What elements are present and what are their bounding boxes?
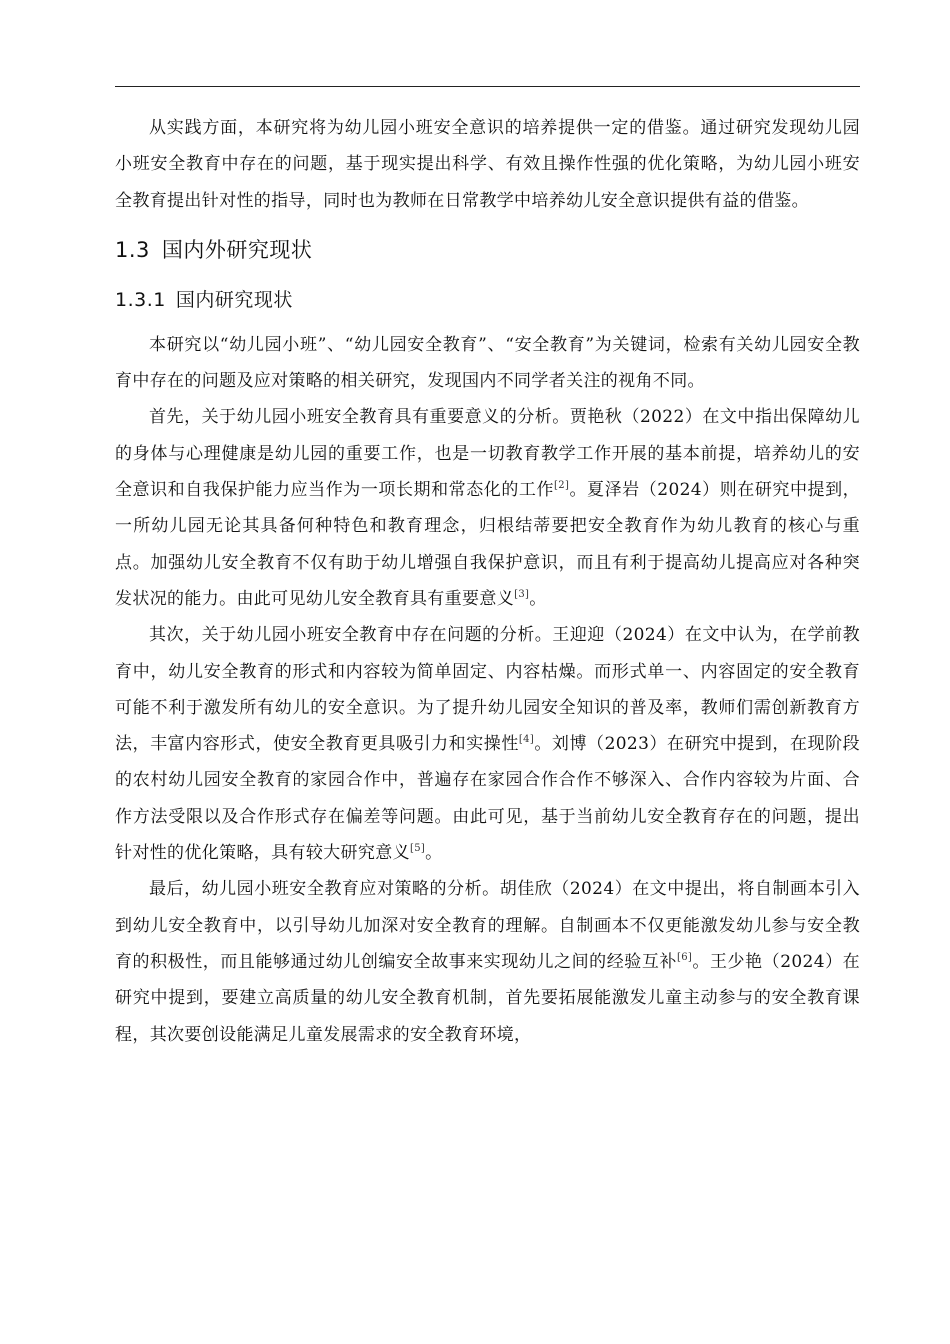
section-heading <box>115 229 860 271</box>
paragraph-text: 。王少艳（2024）在研究中提到，要建立高质量的幼儿安全教育机制，首先要拓展能激发儿童主动参与的安全教育课程，其次要创设能满足儿童发展需求的安全教育环境， <box>115 951 860 1045</box>
paragraph-problem-analysis <box>115 617 860 871</box>
section-title: 国内外研究现状 <box>161 237 313 262</box>
paragraph-significance-analysis <box>115 399 860 617</box>
citation-ref: [5] <box>409 843 426 855</box>
citation-ref: [4] <box>518 734 535 746</box>
citation-ref: [3] <box>514 588 530 600</box>
paragraph-text: 最后，幼儿园小班安全教育应对策略的分析。胡佳欣（2024）在文中提出，将自制画本引入到幼儿安全教育中，以引导幼儿加深对安全教育的理解。自制画本不仅更能激发幼儿参与安全教育的积极性，而且能够通过幼儿创编安全故事来实现幼儿之间的经验互补 <box>115 879 860 972</box>
paragraph-practical-significance: 从实践方面，本研究将为幼儿园小班安全意识的培养提供一定的借鉴。通过研究发现幼儿园小班安全教育中存在的问题，基于现实提出科学、有效且操作性强的优化策略，为幼儿园小班安全教育提出针对性的指导，同时也为教师在日常教学中培养幼儿安全意识提供有益的借鉴。 <box>115 118 860 211</box>
header-rule <box>115 86 860 87</box>
paragraph-text: 。 <box>529 588 547 609</box>
paragraph-text: 。刘博（2023）在研究中提到，在现阶段的农村幼儿园安全教育的家园合作中，普遍存在家园合作合作不够深入、合作内容较为片面、合作方法受限以及合作形式存在偏差等问题。由此可见，基于当前幼儿安全教育存在的问题，提出针对性的优化策略，具有较大研究意义 <box>115 734 860 864</box>
paragraph-keywords: 本研究以“幼儿园小班”、“幼儿园安全教育”、“安全教育”为关键词，检索有关幼儿园安全教育中存在的问题及应对策略的相关研究，发现国内不同学者关注的视角不同。 <box>115 334 860 392</box>
paragraph-text: 。夏泽岩（2024）则在研究中提到，一所幼儿园无论其具备何种特色和教育理念，归根结蒂要把安全教育作为幼儿教育的核心与重点。加强幼儿安全教育不仅有助于幼儿增强自我保护意识，而且有利于提高幼儿提高应对各种突发状况的能力。由此可见幼儿安全教育具有重要意义 <box>115 480 860 609</box>
paragraph-strategy-analysis <box>115 871 860 1052</box>
subsection-title: 国内研究现状 <box>175 288 293 311</box>
document-body <box>115 110 860 1053</box>
citation-ref: [2] <box>554 480 570 492</box>
paragraph-text: 其次，关于幼儿园小班安全教育中存在问题的分析。王迎迎（2024）在文中认为，在学前教育中，幼儿安全教育的形式和内容较为简单固定、内容枯燥。而形式单一、内容固定的安全教育可能不利于激发所有幼儿的安全意识。为了提升幼儿园安全知识的普及率，教师们需创新教育方法，丰富内容形式，使安全教育更具吸引力和实操性 <box>115 625 860 755</box>
paragraph-text: 。 <box>425 843 443 864</box>
citation-ref: [6] <box>676 951 693 963</box>
subsection-number: 1.3.1 <box>115 288 166 311</box>
section-number: 1.3 <box>115 237 150 262</box>
paragraph-text: 首先，关于幼儿园小班安全教育具有重要意义的分析。贾艳秋（2022）在文中指出保障幼儿的身体与心理健康是幼儿园的重要工作，也是一切教育教学工作开展的基本前提，培养幼儿的安全意识和自我保护能力应当作为一项长期和常态化的工作 <box>115 407 860 501</box>
subsection-heading <box>115 279 860 321</box>
